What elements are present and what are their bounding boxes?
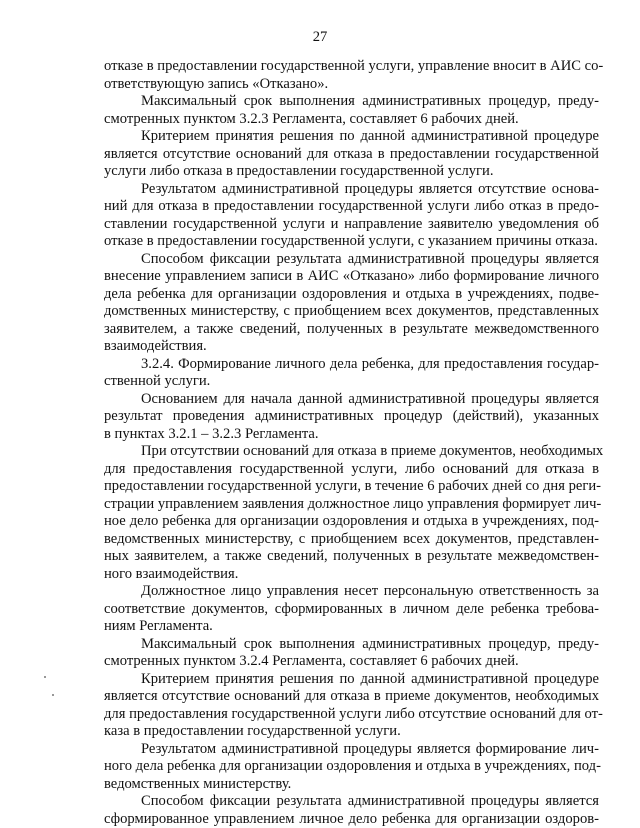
text-line: При отсутствии оснований для отказа в приеме документов, необходимых: [141, 443, 604, 459]
text-line: Должностное лицо управления несет персональную ответственность за: [141, 583, 599, 599]
text-line: для предоставления государственной услуги либо отсутствие оснований для от-: [104, 705, 603, 722]
text-line: ответствующую запись «Отказано».: [104, 75, 329, 92]
text-line: предоставлении государственной услуги, в течение 6 рабочих дней со дня реги-: [104, 478, 601, 494]
text-line: соответствие документов, сформированных в личном деле ребенка требова-: [104, 600, 599, 617]
text-line: 3.2.4. Формирование личного дела ребенка, для предоставления государ-: [141, 355, 599, 372]
text-line: заявителем, а также сведений, полученных в результате межведомственного: [104, 320, 599, 337]
text-line: ственной услуги.: [104, 373, 211, 389]
text-line: является отсутствие оснований для отказа в предоставлении государственной: [104, 145, 599, 162]
text-line: сформированное управлением личное дело ребенка для организации оздоров-: [104, 810, 599, 827]
text-line: дела ребенка для организации оздоровления и отдыха в учреждениях, подве-: [104, 285, 599, 302]
text-line: Критерием принятия решения по данной административной процедуре: [141, 128, 599, 144]
scan-speck: [52, 694, 54, 696]
text-line: ных заявителем, а также сведений, полученных в результате межведомствен-: [104, 548, 599, 564]
text-line: ное дело ребенка для организации оздоровления и отдыха в учреждениях, под-: [104, 513, 599, 529]
text-line: домственных министерству, с приобщением всех документов, представленных: [104, 303, 599, 319]
text-line: Результатом административной процедуры является формирование лич-: [141, 740, 599, 757]
page-number: 27: [312, 29, 328, 45]
text-line: отказе в предоставлении государственной услуги, с указанием причины отказа.: [104, 233, 598, 249]
text-line: Результатом административной процедуры является отсутствие основа-: [141, 180, 599, 197]
text-line: смотренных пунктом 3.2.4 Регламента, составляет 6 рабочих дней.: [104, 653, 519, 669]
text-line: для предоставления государственной услуги, либо оснований для отказа в: [104, 460, 599, 477]
text-line: Максимальный срок выполнения административных процедур, преду-: [141, 93, 599, 109]
text-line: страции управлением заявления должностное лицо управления формирует лич-: [104, 495, 602, 512]
text-line: услуги либо отказа в предоставлении государственной услуги.: [104, 163, 494, 179]
text-line: результат проведения административных процедур (действий), указанных: [104, 408, 599, 424]
text-line: Способом фиксации результата административной процедуры является: [141, 250, 599, 267]
text-line: Критерием принятия решения по данной административной процедуре: [141, 670, 599, 687]
scan-speck: [44, 676, 46, 678]
text-line: Основанием для начала данной административной процедуры является: [141, 390, 599, 407]
text-line: в пунктах 3.2.1 – 3.2.3 Регламента.: [104, 425, 319, 442]
text-line: Максимальный срок выполнения административных процедур, преду-: [141, 635, 599, 652]
text-line: ведомственных министерству.: [104, 775, 292, 792]
text-line: отказе в предоставлении государственной услуги, управление вносит в АИС со-: [104, 58, 604, 74]
text-line: является отсутствие оснований для отказа в приеме документов, необходимых: [104, 688, 599, 704]
text-line: каза в предоставлении государственной услуги.: [104, 723, 401, 739]
text-line: ниям Регламента.: [104, 618, 213, 634]
text-line: ного взаимодействия.: [104, 565, 239, 582]
text-line: ного дела ребенка для организации оздоровления и отдыха в учреждениях, под-: [104, 758, 601, 774]
text-line: Способом фиксации результата административной процедуры является: [141, 793, 599, 809]
text-line: внесение управлением записи в АИС «Отказано» либо формирование личного: [104, 268, 599, 284]
text-line: ставлении государственной услуги и направление заявителю уведомления об: [104, 215, 599, 232]
text-line: ведомственных министерству, с приобщением всех документов, представлен-: [104, 530, 599, 547]
text-line: взаимодействия.: [104, 338, 207, 354]
text-line: смотренных пунктом 3.2.3 Регламента, составляет 6 рабочих дней.: [104, 110, 519, 127]
text-line: ний для отказа в предоставлении государственной услуги либо отказ в предо-: [104, 198, 599, 214]
